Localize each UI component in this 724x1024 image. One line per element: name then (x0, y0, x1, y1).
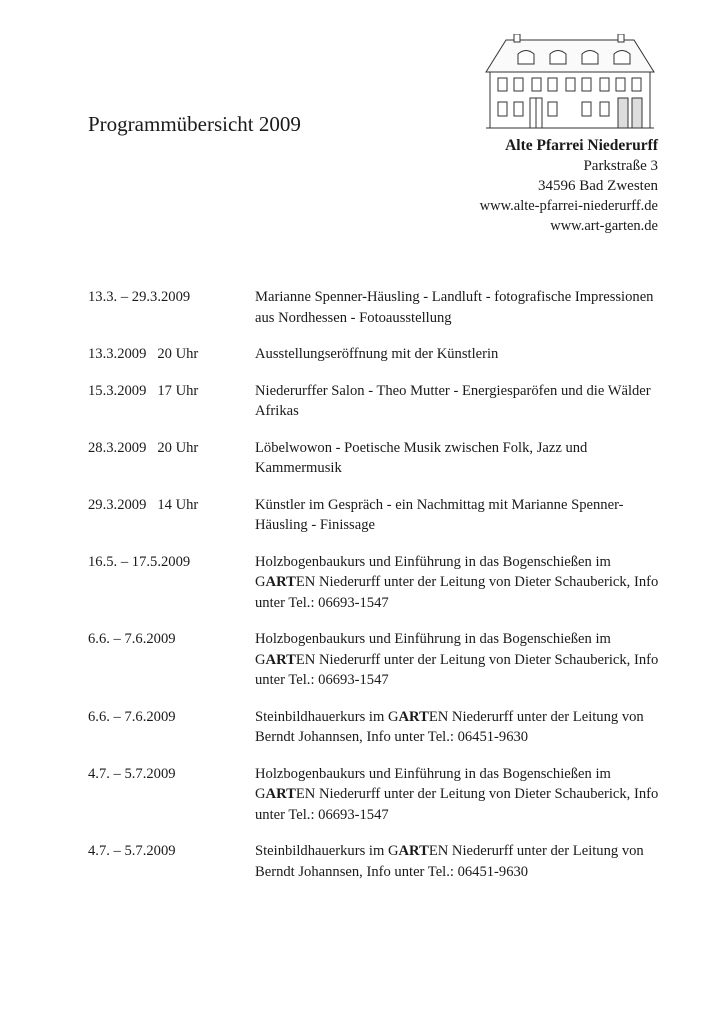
event-row (88, 707, 668, 748)
art-emphasis: ART (398, 843, 429, 859)
event-date: 4.7. – 5.7.2009 (88, 765, 176, 782)
event-date: 16.5. – 17.5.2009 (88, 553, 191, 570)
event-list (88, 287, 668, 898)
event-date: 6.6. – 7.6.2009 (88, 708, 176, 725)
website-link-pfarrei[interactable]: www.alte-pfarrei-niederurff.de (479, 198, 658, 214)
event-date: 28.3.2009 20 Uhr (88, 439, 199, 456)
description-start: Steinbildhauerkurs im G (255, 843, 399, 859)
description-end: EN Niederurff unter der Leitung von Berndt Johannsen, Info unter Tel.: 06451-9630 (255, 708, 644, 745)
description-start: Holzbogenbaukurs und Einführung in das Bogenschießen im G (255, 765, 611, 802)
event-date: 13.3.2009 20 Uhr (88, 346, 199, 362)
art-emphasis: ART (265, 574, 296, 590)
address-block (480, 136, 658, 236)
event-row (88, 381, 668, 422)
website-link-artgarten[interactable]: www.art-garten.de (550, 218, 658, 234)
event-row (88, 344, 668, 365)
event-description (255, 764, 665, 826)
event-row (88, 287, 668, 328)
event-description: Künstler im Gespräch - ein Nachmittag mit Marianne Spenner-Häusling - Finissage (255, 496, 624, 533)
page-title: Programmübersicht 2009 (88, 112, 301, 136)
event-row (88, 841, 668, 882)
event-description (255, 629, 665, 691)
description-start: Holzbogenbaukurs und Einführung in das Bogenschießen im G (255, 553, 611, 590)
organization-name: Alte Pfarrei Niederurff (505, 137, 658, 154)
art-emphasis: ART (398, 708, 429, 725)
event-description: Löbelwowon - Poetische Musik zwischen Folk, Jazz und Kammermusik (255, 439, 588, 476)
description-end: EN Niederurff unter der Leitung von Berndt Johannsen, Info unter Tel.: 06451-9630 (255, 843, 644, 880)
event-row (88, 552, 668, 614)
event-date: 29.3.2009 14 Uhr (88, 496, 199, 513)
event-description: Ausstellungseröffnung mit der Künstlerin (255, 346, 499, 362)
description-start: Holzbogenbaukurs und Einführung in das Bogenschießen im G (255, 631, 611, 668)
event-row (88, 629, 668, 691)
parsonage-building-icon (484, 34, 656, 130)
event-description: Marianne Spenner-Häusling - Landluft - fotografische Impressionen aus Nordhessen - Fotoausstellung (255, 289, 654, 326)
event-date: 13.3. – 29.3.2009 (88, 289, 191, 305)
city: 34596 Bad Zwesten (538, 178, 658, 194)
event-description (255, 841, 665, 882)
event-row (88, 764, 668, 826)
event-row (88, 495, 668, 536)
event-date: 15.3.2009 17 Uhr (88, 382, 199, 399)
event-row (88, 438, 668, 479)
event-date: 4.7. – 5.7.2009 (88, 843, 176, 859)
event-date: 6.6. – 7.6.2009 (88, 631, 176, 647)
event-description: Niederurffer Salon - Theo Mutter - Energiesparöfen und die Wälder Afrikas (255, 382, 651, 419)
street-address: Parkstraße 3 (583, 158, 658, 174)
art-emphasis: ART (265, 651, 296, 668)
art-emphasis: ART (265, 786, 296, 802)
description-start: Steinbildhauerkurs im G (255, 708, 399, 725)
event-description (255, 552, 665, 614)
event-description (255, 707, 665, 748)
description-end: EN Niederurff unter der Leitung von Dieter Schauberick, Info unter Tel.: 06693-1547 (255, 574, 659, 611)
description-end: EN Niederurff unter der Leitung von Dieter Schauberick, Info unter Tel.: 06693-1547 (255, 651, 659, 688)
description-end: EN Niederurff unter der Leitung von Dieter Schauberick, Info unter Tel.: 06693-1547 (255, 786, 659, 823)
